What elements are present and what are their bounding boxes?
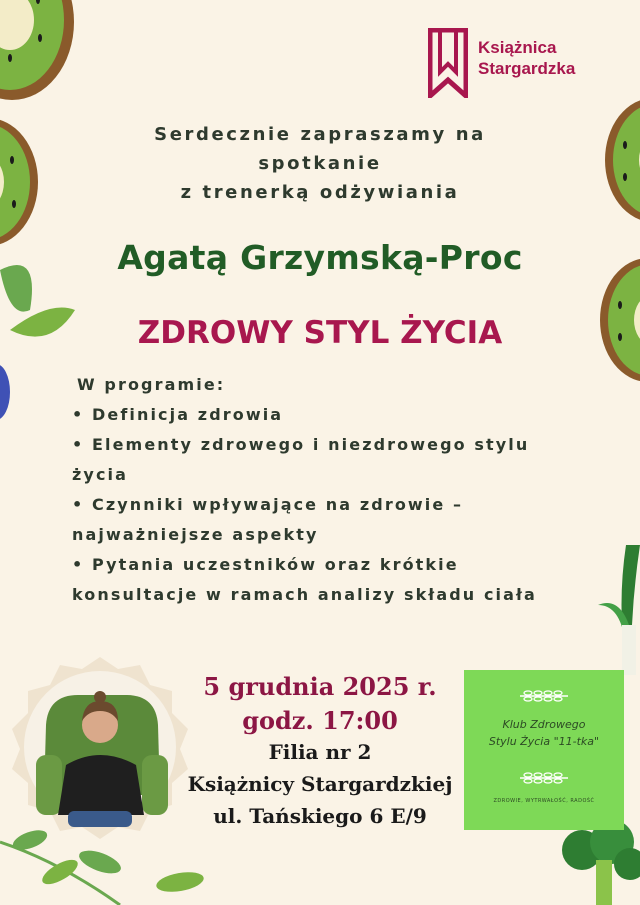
invitation-line-2: spotkanie [258, 153, 382, 174]
venue-line-1: Filia nr 2 [268, 740, 372, 764]
program-section [72, 370, 632, 610]
venue-line-2: Książnicy Stargardzkiej [187, 772, 453, 796]
bookmark-logo-icon [428, 28, 468, 98]
event-venue [160, 736, 480, 832]
broccoli-icon [552, 820, 640, 905]
invitation-text [0, 120, 640, 207]
program-line: najważniejsze aspekty [72, 525, 319, 544]
club-name-line-1: Klub Zdrowego [502, 718, 586, 731]
club-logo [464, 670, 624, 830]
kiwi-slice-icon [0, 0, 80, 105]
laurel-icon [516, 688, 572, 704]
invitation-line-1: Serdecznie zapraszamy na [154, 124, 486, 145]
club-name-line-2: Stylu Życia "11-tka" [488, 735, 600, 748]
logo-line-2: Stargardzka [478, 59, 576, 78]
club-motto: ZDROWIE, WYTRWAŁOŚĆ, RADOŚĆ [493, 798, 595, 804]
event-time: godz. 17:00 [242, 706, 398, 735]
program-line: • Definicja zdrowia [72, 405, 284, 424]
invitation-line-3: z trenerką odżywiania [180, 182, 460, 203]
program-line: konsultacje w ramach analizy składu ciała [72, 585, 537, 604]
program-line: • Elementy zdrowego i niezdrowego stylu [72, 435, 530, 454]
event-title: ZDROWY STYL ŻYCIA [137, 315, 503, 351]
program-heading: W programie: [77, 375, 226, 394]
speaker-name: Agatą Grzymską-Proc [117, 238, 523, 277]
program-line: • Pytania uczestników oraz krótkie [72, 555, 459, 574]
program-line: • Czynniki wpływające na zdrowie – [72, 495, 464, 514]
library-logo [428, 28, 618, 100]
leaf-icon [0, 362, 14, 422]
program-line: życia [72, 465, 129, 484]
logo-line-1: Książnica [478, 38, 557, 57]
laurel-icon [516, 770, 572, 786]
event-datetime [160, 670, 480, 738]
venue-line-3: ul. Tańskiego 6 E/9 [213, 804, 427, 828]
event-date: 5 grudnia 2025 r. [203, 672, 437, 701]
